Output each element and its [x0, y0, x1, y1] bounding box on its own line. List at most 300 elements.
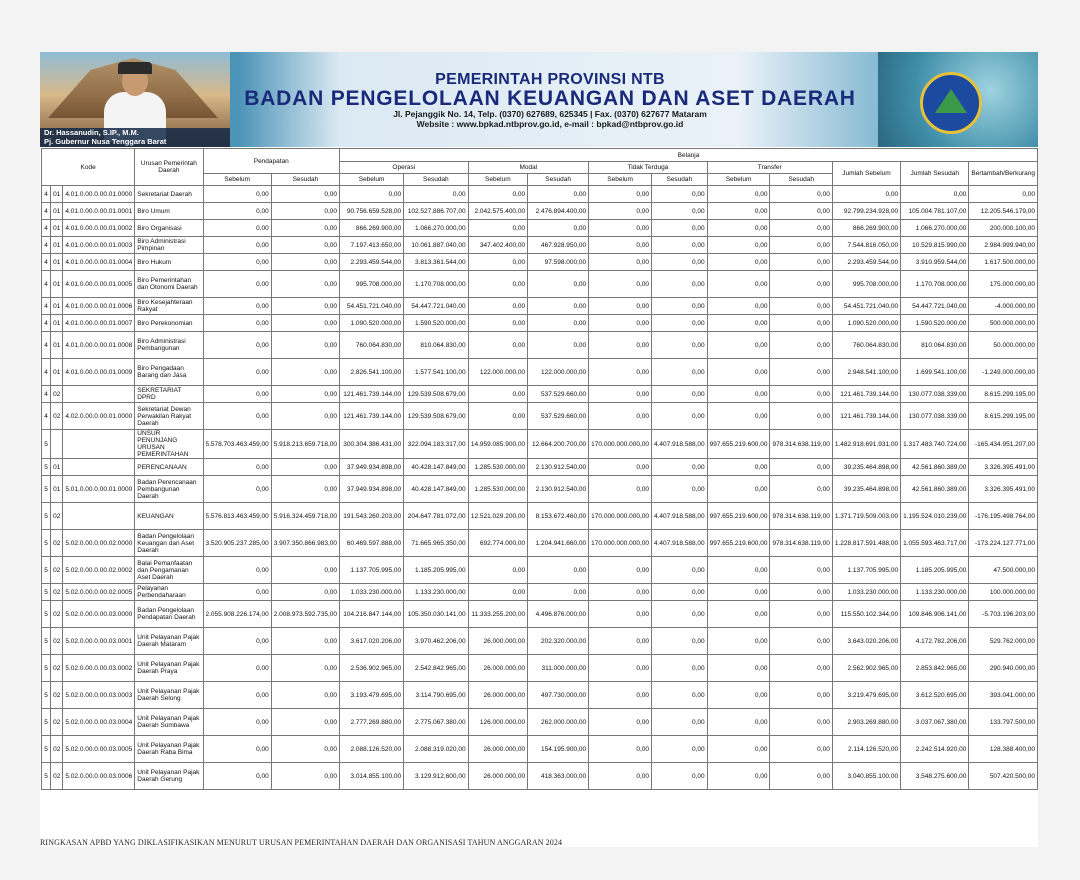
table-cell: 0,00 [468, 557, 528, 584]
table-cell: Biro Administrasi Pimpinan [135, 237, 203, 254]
table-cell: 4 [42, 315, 51, 332]
table-cell: 5 [42, 503, 51, 530]
table-cell: Sekretariat Daerah [135, 186, 203, 203]
table-cell: 3.040.855.100,00 [832, 763, 900, 790]
table-cell: 54.447.721.040,00 [404, 298, 468, 315]
table-row [42, 386, 1038, 403]
header-transfer: Transfer [707, 162, 832, 174]
table-cell: 0,00 [203, 584, 271, 601]
table-cell: 54.447.721.040,00 [901, 298, 969, 315]
table-cell: 467.928.950,00 [528, 237, 589, 254]
table-row [42, 359, 1038, 386]
table-cell: 37.949.934.898,00 [340, 476, 404, 503]
header-jumlah-sebelum: Jumlah Sebelum [832, 162, 900, 186]
table-cell: 0,00 [468, 403, 528, 430]
table-cell: 01 [51, 254, 63, 271]
table-cell: Badan Perencanaan Pembangunan Daerah [135, 476, 203, 503]
table-row [42, 628, 1038, 655]
table-cell: 1.195.524.010.239,00 [901, 503, 969, 530]
table-cell: 0,00 [652, 186, 708, 203]
table-cell: 1.137.705.995,00 [832, 557, 900, 584]
table-cell: 102.527.886.707,00 [404, 203, 468, 220]
table-cell: 995.708.000,00 [832, 271, 900, 298]
table-row [42, 254, 1038, 271]
table-cell: 0,00 [652, 254, 708, 271]
table-cell: 997.655.219.600,00 [707, 430, 770, 459]
header-line2: BADAN PENGELOLAAN KEUANGAN DAN ASET DAERAH [244, 87, 856, 110]
table-cell: 4 [42, 332, 51, 359]
table-cell: 7.544.816.050,00 [832, 237, 900, 254]
table-row [42, 403, 1038, 430]
table-cell: 4 [42, 220, 51, 237]
table-cell: 39.235.464.898,00 [832, 459, 900, 476]
table-cell: Unit Pelayanan Pajak Daerah Raba Bima [135, 736, 203, 763]
header-belanja: Belanja [340, 149, 1038, 162]
table-cell: Unit Pelayanan Pajak Daerah Mataram [135, 628, 203, 655]
table-cell: 0,00 [770, 203, 832, 220]
table-cell: Biro Organisasi [135, 220, 203, 237]
table-cell: 3.326.395.491,00 [969, 459, 1038, 476]
table-cell: 26.000.000,00 [468, 628, 528, 655]
table-cell: 0,00 [271, 203, 339, 220]
table-cell: 0,00 [707, 655, 770, 682]
table-cell: 418.363.000,00 [528, 763, 589, 790]
table-cell: 393.041.000,00 [969, 682, 1038, 709]
document-footer: RINGKASAN APBD YANG DIKLASIFIKASIKAN MENURUT URUSAN PEMERINTAHAN DAERAH DAN ORGANISASI TAHUN ANGGARAN 2024 [40, 838, 563, 847]
table-cell: 42.561.860.389,00 [901, 476, 969, 503]
header-tidak-terduga: Tidak Terduga [589, 162, 707, 174]
table-cell: 0,00 [589, 459, 652, 476]
table-cell: 5 [42, 459, 51, 476]
table-cell: 0,00 [589, 186, 652, 203]
table-cell: Biro Perekonomian [135, 315, 203, 332]
table-cell: 760.064.830,00 [832, 332, 900, 359]
table-cell: Sekretariat Dewan Perwakilan Rakyat Daerah [135, 403, 203, 430]
table-cell: 5.578.703.463.459,00 [203, 430, 271, 459]
table-cell: 0,00 [770, 186, 832, 203]
table-cell: 122.000.000,00 [468, 359, 528, 386]
table-cell: 0,00 [203, 709, 271, 736]
table-cell: 0,00 [203, 271, 271, 298]
table-cell: 0,00 [589, 476, 652, 503]
table-cell: 39.235.464.898,00 [832, 476, 900, 503]
table-cell: 129.539.508.679,00 [404, 386, 468, 403]
table-cell: 5.576.813.463.459,00 [203, 503, 271, 530]
table-cell: 0,00 [589, 655, 652, 682]
table-cell: 4.407.918.588,00 [652, 530, 708, 557]
table-cell: 0,00 [271, 359, 339, 386]
table-cell: 3.129.912,600,00 [404, 763, 468, 790]
table-cell: 02 [51, 557, 63, 584]
table-cell: 02 [51, 584, 63, 601]
table-cell: 0,00 [528, 271, 589, 298]
table-cell: 0,00 [707, 332, 770, 359]
table-cell: 0,00 [770, 254, 832, 271]
header-sesudah: Sesudah [770, 174, 832, 186]
table-cell: 2.088.319.020,00 [404, 736, 468, 763]
table-cell: -1.249.000.000,00 [969, 359, 1038, 386]
table-cell: 0,00 [707, 271, 770, 298]
table-cell: 0,00 [203, 332, 271, 359]
table-cell: 1.590.520.000,00 [404, 315, 468, 332]
table-cell: 0,00 [707, 386, 770, 403]
table-cell: 02 [51, 601, 63, 628]
table-cell: 14.959.085.900,00 [468, 430, 528, 459]
header-text [230, 72, 870, 129]
table-cell: -5.703.196.203,00 [969, 601, 1038, 628]
table-cell: 7.197.413.650,00 [340, 237, 404, 254]
header-sebelum: Sebelum [340, 174, 404, 186]
table-cell: 1.066.270.000,00 [404, 220, 468, 237]
table-cell: 0,00 [969, 186, 1038, 203]
table-cell: KEUANGAN [135, 503, 203, 530]
table-cell: 0,00 [203, 254, 271, 271]
table-cell: 0,00 [468, 315, 528, 332]
header-bertambah: Bertambah/Berkurang [969, 162, 1038, 186]
table-cell: 0,00 [203, 359, 271, 386]
table-cell: 3.114.790.695,00 [404, 682, 468, 709]
table-cell: 130.077.038.339,00 [901, 386, 969, 403]
table-cell: 0,00 [271, 763, 339, 790]
table-cell: 0,00 [770, 655, 832, 682]
table-cell: 0,00 [528, 315, 589, 332]
table-cell: 0,00 [770, 476, 832, 503]
table-cell: 4 [42, 254, 51, 271]
table-cell: 3.548.275.600,00 [901, 763, 969, 790]
table-cell: 0,00 [770, 271, 832, 298]
table-cell [63, 503, 135, 530]
table-cell: 1.699.541.100,00 [901, 359, 969, 386]
table-cell: 4 [42, 359, 51, 386]
table-cell: 507.420.500,00 [969, 763, 1038, 790]
table-cell [63, 459, 135, 476]
table-cell: 4.01.0.00.0.00.01.0002 [63, 220, 135, 237]
table-cell: 0,00 [652, 736, 708, 763]
table-cell: 191.543.260.203,00 [340, 503, 404, 530]
header-banner [40, 52, 1038, 147]
table-cell: 0,00 [832, 186, 900, 203]
table-cell: Badan Pengelolaan Keuangan dan Aset Daerah [135, 530, 203, 557]
table-cell: 0,00 [589, 203, 652, 220]
header-sesudah: Sesudah [528, 174, 589, 186]
table-cell: 100.000.000,00 [969, 584, 1038, 601]
table-cell: 1.371.719.509.003,00 [832, 503, 900, 530]
table-cell: 0,00 [707, 557, 770, 584]
table-cell: 2.055.908.226.174,00 [203, 601, 271, 628]
table-row [42, 430, 1038, 459]
table-cell: 1.185.205.995,00 [901, 557, 969, 584]
table-cell: 121.461.739.144,00 [340, 403, 404, 430]
table-cell: 129.539.508.679,00 [404, 403, 468, 430]
table-cell: 97.598.000,00 [528, 254, 589, 271]
table-cell: 0,00 [589, 220, 652, 237]
table-cell: 0,00 [203, 459, 271, 476]
table-cell: 2.088.126.520,00 [340, 736, 404, 763]
table-cell: 692.774.000,00 [468, 530, 528, 557]
table-cell: 0,00 [770, 584, 832, 601]
table-cell: 0,00 [589, 359, 652, 386]
table-cell: 0,00 [770, 459, 832, 476]
table-cell: UNSUR PENUNJANG URUSAN PEMERINTAHAN [135, 430, 203, 459]
table-cell: 4.172.782.206,00 [901, 628, 969, 655]
table-cell: 54.451.721.040,00 [832, 298, 900, 315]
table-row [42, 503, 1038, 530]
table-cell: -176.195.498.764,00 [969, 503, 1038, 530]
table-cell: 347.402.400,00 [468, 237, 528, 254]
table-cell: 0,00 [589, 332, 652, 359]
header-sebelum: Sebelum [707, 174, 770, 186]
table-cell: 0,00 [589, 271, 652, 298]
table-cell: 0,00 [203, 763, 271, 790]
table-cell: 810.064.830,00 [901, 332, 969, 359]
table-cell: SEKRETARIAT DPRD [135, 386, 203, 403]
table-cell: 01 [51, 359, 63, 386]
table-cell: 1.285.530.000,00 [468, 476, 528, 503]
table-cell: 0,00 [271, 386, 339, 403]
table-cell: 0,00 [707, 682, 770, 709]
table-cell: 0,00 [770, 601, 832, 628]
table-cell: 497.730.000,00 [528, 682, 589, 709]
ntb-emblem-icon [920, 72, 982, 134]
table-cell: 0,00 [707, 359, 770, 386]
table-cell: 0,00 [707, 298, 770, 315]
table-cell: 311.000.000,00 [528, 655, 589, 682]
table-cell: Balai Pemanfaatan dan Pengamanan Aset Daerah [135, 557, 203, 584]
table-cell: 5 [42, 655, 51, 682]
table-cell: 290.940.000,00 [969, 655, 1038, 682]
table-cell: 01 [51, 203, 63, 220]
table-cell: 4 [42, 237, 51, 254]
table-row [42, 332, 1038, 359]
table-cell: 0,00 [707, 709, 770, 736]
table-cell: 0,00 [589, 254, 652, 271]
table-row [42, 220, 1038, 237]
table-cell: 1.285.530.000,00 [468, 459, 528, 476]
table-cell: 0,00 [340, 186, 404, 203]
table-cell: 1.228.817.591.488,00 [832, 530, 900, 557]
table-cell: 760.064.830,00 [340, 332, 404, 359]
table-cell: 978.314.638.119,00 [770, 430, 832, 459]
table-cell: 42.561.860.389,00 [901, 459, 969, 476]
table-cell: 0,00 [589, 736, 652, 763]
table-cell [63, 386, 135, 403]
table-cell: Biro Umum [135, 203, 203, 220]
header-kode: Kode [42, 149, 135, 186]
table-cell: 0,00 [707, 315, 770, 332]
table-cell: Unit Pelayanan Pajak Daerah Sumbawa [135, 709, 203, 736]
header-sesudah: Sesudah [652, 174, 708, 186]
table-cell: 0,00 [271, 476, 339, 503]
table-row [42, 682, 1038, 709]
table-cell: 4 [42, 271, 51, 298]
table-cell: 978.314.638.119,00 [770, 503, 832, 530]
table-cell: 37.949.934.898,00 [340, 459, 404, 476]
table-row [42, 557, 1038, 584]
table-cell: 2.130.912.540,00 [528, 459, 589, 476]
table-row [42, 203, 1038, 220]
table-cell: 2.476.894.400,00 [528, 203, 589, 220]
table-cell: 0,00 [770, 403, 832, 430]
table-cell: 4.01.0.00.0.00.01.0005 [63, 271, 135, 298]
table-cell: Biro Hukum [135, 254, 203, 271]
table-cell: 0,00 [404, 186, 468, 203]
table-cell: 0,00 [652, 359, 708, 386]
table-cell: 0,00 [707, 736, 770, 763]
table-cell: 0,00 [203, 655, 271, 682]
table-cell: 0,00 [203, 736, 271, 763]
table-cell: 5 [42, 476, 51, 503]
table-cell: 01 [51, 298, 63, 315]
table-cell: 997.655.219.600,00 [707, 503, 770, 530]
table-cell: 5 [42, 557, 51, 584]
table-cell: 02 [51, 709, 63, 736]
table-cell: 0,00 [770, 315, 832, 332]
table-cell: 0,00 [203, 476, 271, 503]
table-cell: 02 [51, 503, 63, 530]
table-cell: 2.984.999.940,00 [969, 237, 1038, 254]
table-cell: 3.014.855.100,00 [340, 763, 404, 790]
table-cell: 1.033.230.000,00 [340, 584, 404, 601]
table-cell: 2.826.541.100,00 [340, 359, 404, 386]
table-cell: 0,00 [652, 220, 708, 237]
table-cell [63, 430, 135, 459]
table-cell: 3.643.020.206,00 [832, 628, 900, 655]
table-cell: 0,00 [589, 763, 652, 790]
table-cell: 01 [51, 220, 63, 237]
table-cell: 0,00 [652, 403, 708, 430]
table-cell: 2.114.126.520,00 [832, 736, 900, 763]
table-cell: 115.550.102.344,00 [832, 601, 900, 628]
table-cell: 866.269.900,00 [832, 220, 900, 237]
table-cell: 0,00 [589, 237, 652, 254]
table-cell: 0,00 [707, 763, 770, 790]
table-cell: 0,00 [271, 628, 339, 655]
table-cell: 0,00 [707, 584, 770, 601]
table-cell: 4.407.918.588,00 [652, 503, 708, 530]
header-sebelum: Sebelum [589, 174, 652, 186]
table-cell: 1.170.708.000,00 [404, 271, 468, 298]
table-cell: 0,00 [707, 237, 770, 254]
table-cell: 0,00 [770, 332, 832, 359]
table-cell: 300.304.386.431,00 [340, 430, 404, 459]
table-cell: Biro Administrasi Pembangunan [135, 332, 203, 359]
table-cell: 5 [42, 682, 51, 709]
table-cell: 0,00 [707, 628, 770, 655]
table-cell: 12.664.200.700,00 [528, 430, 589, 459]
table-cell: 0,00 [589, 386, 652, 403]
table-cell: 0,00 [652, 271, 708, 298]
table-cell: 5.02.0.00.0.00.03.0006 [63, 763, 135, 790]
table-cell: 0,00 [589, 298, 652, 315]
table-cell: 1.055.593.463.717,00 [901, 530, 969, 557]
table-cell: 47.500.000,00 [969, 557, 1038, 584]
table-cell: 5 [42, 584, 51, 601]
table-cell: 0,00 [468, 386, 528, 403]
table-cell: 121.461.739.144,00 [832, 386, 900, 403]
table-cell: 0,00 [770, 359, 832, 386]
header-sebelum: Sebelum [468, 174, 528, 186]
table-cell: 8.153.672.460,00 [528, 503, 589, 530]
table-cell: 0,00 [589, 403, 652, 430]
table-cell: -4.000.000,00 [969, 298, 1038, 315]
header-line1: PEMERINTAH PROVINSI NTB [435, 71, 665, 88]
table-cell: 154.195.900,00 [528, 736, 589, 763]
table-cell: 02 [51, 736, 63, 763]
table-cell: 122.000.000,00 [528, 359, 589, 386]
caption-name: Dr. Hassanudin, S.IP., M.M. [44, 128, 139, 137]
table-cell: 5 [42, 736, 51, 763]
table-cell: 0,00 [770, 682, 832, 709]
table-cell: 104.216.847.144,00 [340, 601, 404, 628]
table-cell: 0,00 [652, 203, 708, 220]
table-cell: 5.01.0.00.0.00.01.0000 [63, 476, 135, 503]
table-cell: 2.242.514.920,00 [901, 736, 969, 763]
table-cell: 01 [51, 237, 63, 254]
table-cell: 54.451.721.040,00 [340, 298, 404, 315]
table-cell: 1.185.205.995,00 [404, 557, 468, 584]
table-cell: 0,00 [652, 298, 708, 315]
table-cell: 109.846.906.141,00 [901, 601, 969, 628]
table-cell: 0,00 [652, 459, 708, 476]
table-cell: 0,00 [770, 763, 832, 790]
table-cell: 2.293.459.544,00 [340, 254, 404, 271]
table-cell: 5.02.0.00.0.00.03.0001 [63, 628, 135, 655]
table-cell: Biro Kesejahteraan Rakyat [135, 298, 203, 315]
table-cell: 0,00 [652, 386, 708, 403]
table-cell: 02 [51, 655, 63, 682]
table-cell: Unit Pelayanan Pajak Daerah Selong [135, 682, 203, 709]
table-cell: Unit Pelayanan Pajak Daerah Gerung [135, 763, 203, 790]
table-row [42, 315, 1038, 332]
table-cell: 0,00 [707, 476, 770, 503]
table-cell: 3.617.020.206,00 [340, 628, 404, 655]
table-cell: 40.428.147.849,00 [404, 459, 468, 476]
header-line3: Jl. Pejanggik No. 14, Telp. (0370) 627689, 625345 | Fax. (0370) 627677 Mataram [393, 109, 707, 119]
table-cell: 2.777.269.880,00 [340, 709, 404, 736]
table-cell: 0,00 [652, 557, 708, 584]
header-urusan: Urusan Pemerintah Daerah [135, 149, 203, 186]
table-cell: 4.01.0.00.0.00.01.0009 [63, 359, 135, 386]
table-cell: 0,00 [589, 628, 652, 655]
table-cell: 0,00 [203, 628, 271, 655]
table-cell: 3.970.462.206,00 [404, 628, 468, 655]
header-modal: Modal [468, 162, 589, 174]
table-cell: 2.853.842.965,00 [901, 655, 969, 682]
table-cell: 5 [42, 430, 51, 459]
table-cell: 5.02.0.00.0.00.03.0005 [63, 736, 135, 763]
table-cell: 0,00 [271, 298, 339, 315]
table-cell: 0,00 [528, 186, 589, 203]
table-cell: 0,00 [589, 315, 652, 332]
table-cell: 1.133.230.000,00 [404, 584, 468, 601]
table-cell: 0,00 [589, 709, 652, 736]
table-cell: 500.000.000,00 [969, 315, 1038, 332]
table-cell: 0,00 [271, 237, 339, 254]
table-row [42, 271, 1038, 298]
table-cell: 12.521.029.200,00 [468, 503, 528, 530]
table-row [42, 476, 1038, 503]
table-cell: 0,00 [707, 403, 770, 430]
table-cell: 5.02.0.00.0.00.02.0005 [63, 584, 135, 601]
table-cell: 0,00 [203, 298, 271, 315]
table-cell: 997.655.219.600,00 [707, 530, 770, 557]
table-cell: 0,00 [652, 709, 708, 736]
table-cell: 0,00 [707, 459, 770, 476]
table-cell: 978.314.638.119,00 [770, 530, 832, 557]
table-cell: 2.948.541.100,00 [832, 359, 900, 386]
table-cell: 0,00 [770, 237, 832, 254]
table-cell: 01 [51, 315, 63, 332]
